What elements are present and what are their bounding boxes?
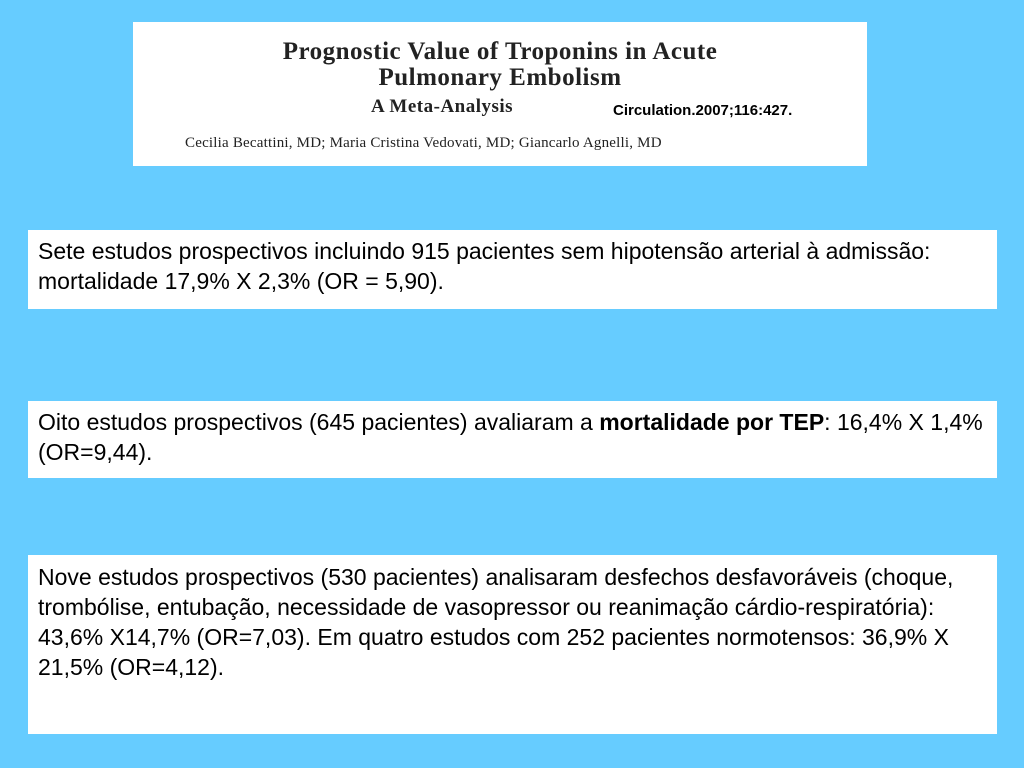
finding-text-2-before: Oito estudos prospectivos (645 pacientes) avaliaram a (38, 409, 600, 435)
finding-text-3: Nove estudos prospectivos (530 pacientes) analisaram desfechos desfavoráveis (choque, trombólise, entubação, necessidade de vasopressor ou reanimação cárdio-respiratória): 43,6% X14,7% (OR=7,03). Em quatro estudos com 252 pacientes normotensos: 36,9% X 21,5% (OR=4,12). (38, 564, 954, 680)
paper-subtitle: A Meta-Analysis (371, 96, 514, 117)
finding-text-2-after: : 16,4% X 1,4% (OR=9,44). (38, 409, 983, 465)
finding-box-2 (28, 401, 997, 478)
paper-authors: Cecilia Becattini, MD; Maria Cristina Vedovati, MD; Giancarlo Agnelli, MD (185, 135, 662, 151)
citation: Circulation.2007;116:427. (613, 102, 793, 119)
finding-text-2 (38, 407, 987, 467)
finding-text-2-bold: mortalidade por TEP (599, 409, 825, 435)
paper-title-line-1: Prognostic Value of Troponins in Acute (282, 38, 718, 65)
finding-box-3 (28, 555, 997, 734)
finding-box-1 (28, 230, 997, 309)
paper-header-image (133, 22, 867, 166)
paper-title-line-2: Pulmonary Embolism (378, 64, 622, 91)
finding-text-1: Sete estudos prospectivos incluindo 915 pacientes sem hipotensão arterial à admissão: mortalidade 17,9% X 2,3% (OR = 5,90). (38, 238, 931, 294)
